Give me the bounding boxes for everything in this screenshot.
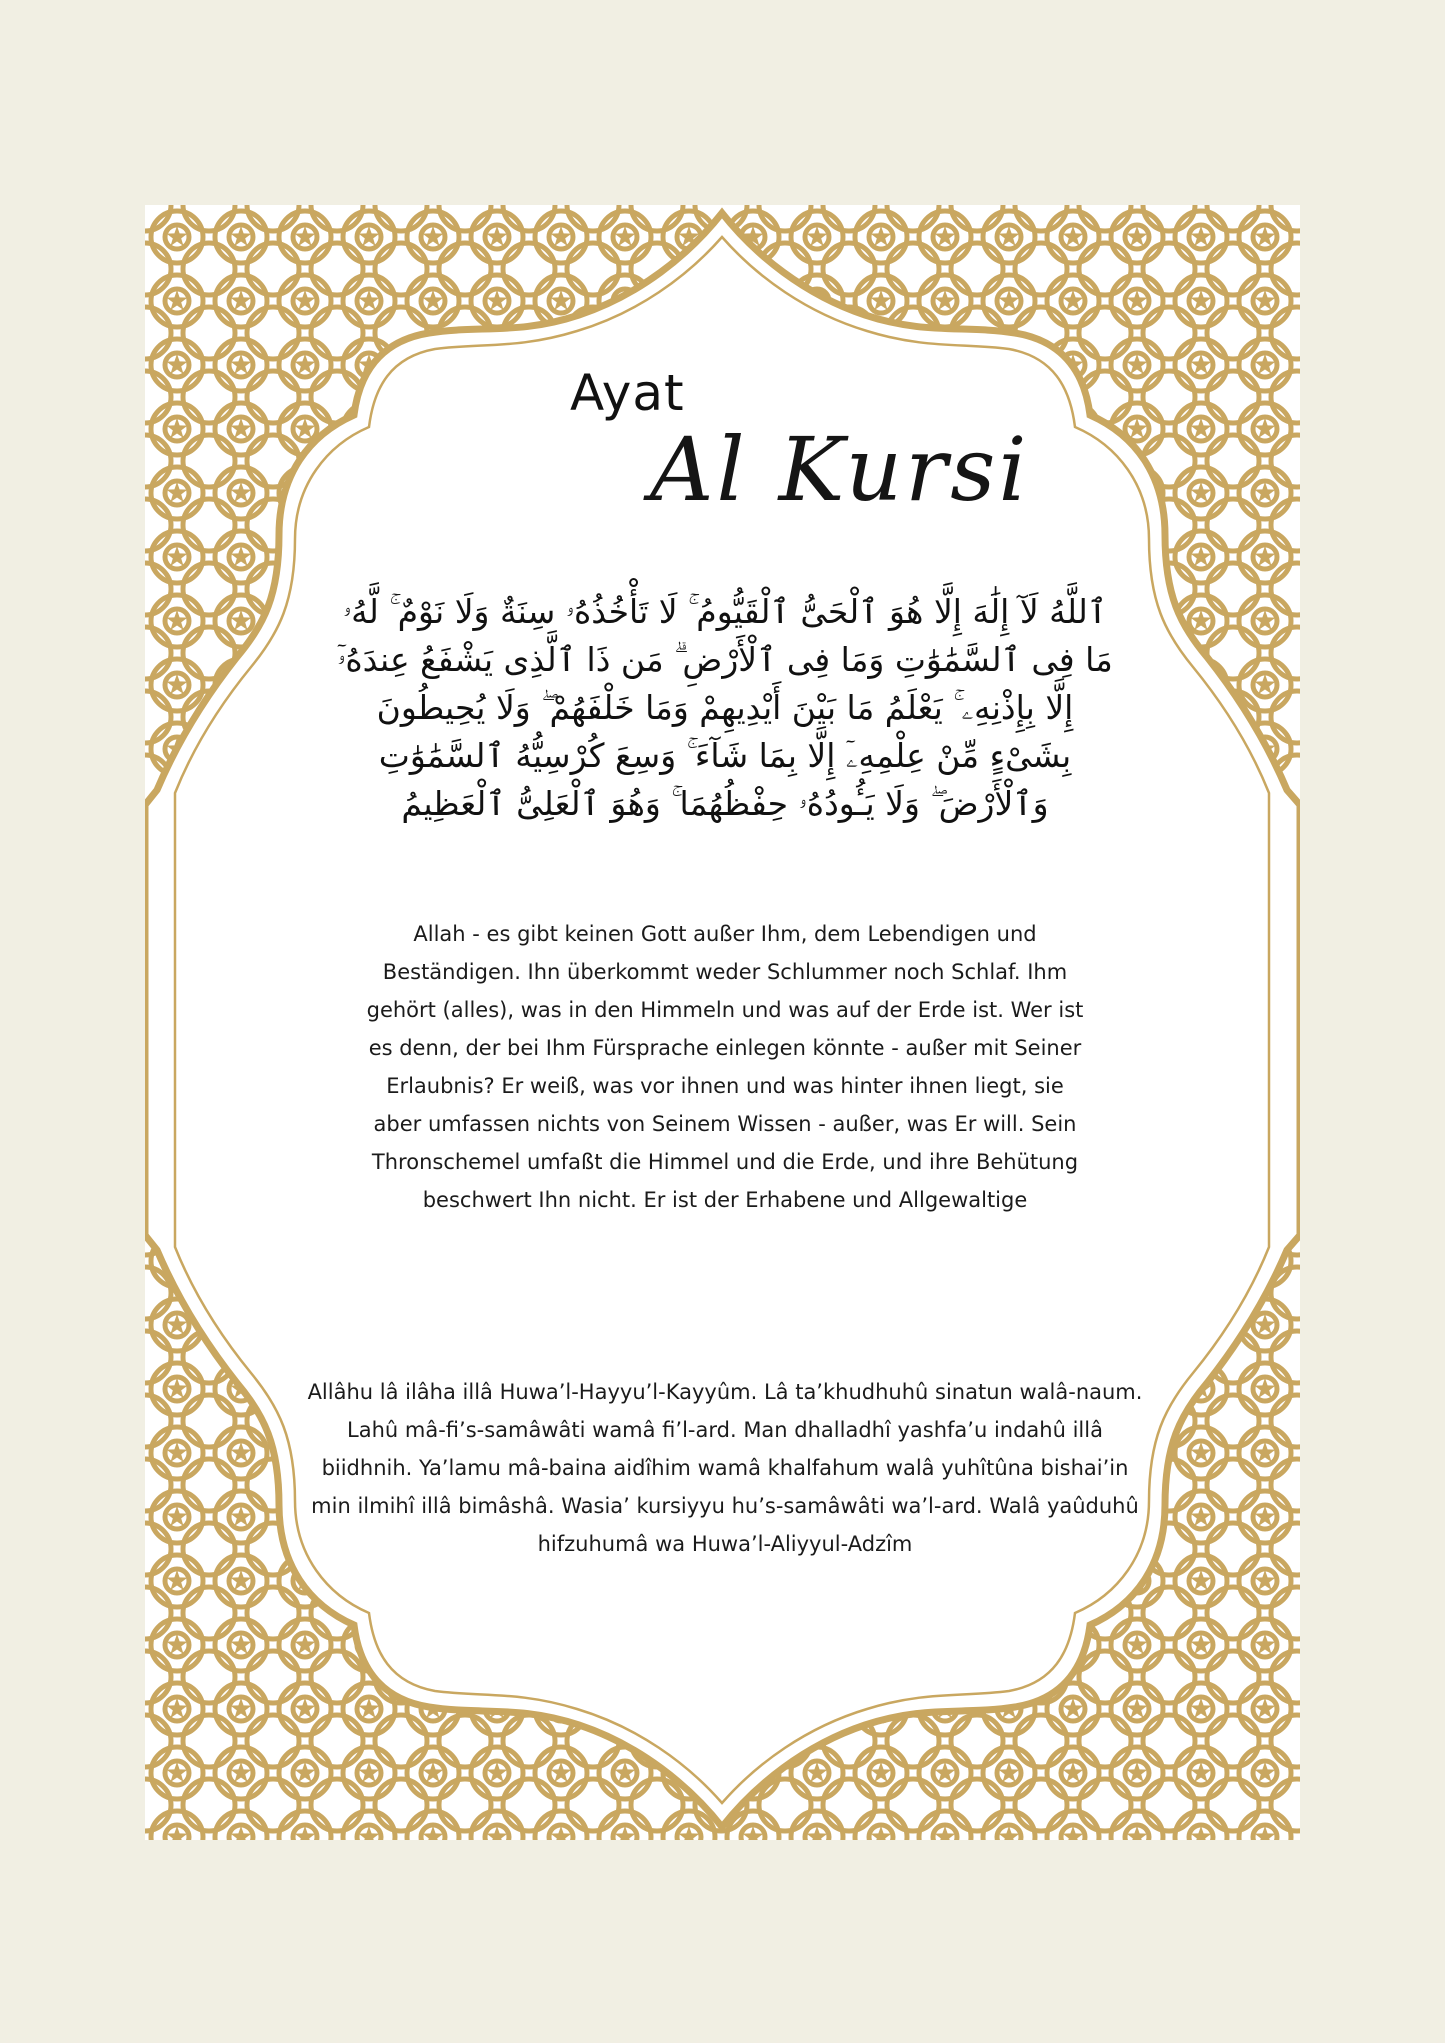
german-translation: Allah - es gibt keinen Gott außer Ihm, dem Lebendigen und Beständigen. Ihn überkommt weder Schlummer noch Schlaf. Ihm gehört (alles), was in den Himmeln und was auf der Erde ist. Wer ist es denn, der bei Ihm Fürsprache einlegen könnte - außer mit Seiner Erlaubnis? Er weiß, was vor ihnen und was hinter ihnen liegt, sie aber umfassen nichts von Seinem Wissen - außer, was Er will. Sein Thronschemel umfaßt die Himmel und die Erde, und ihre Behütung beschwert Ihn nicht. Er ist der Erhabene und Allgewaltige <box>366 922 1084 1212</box>
arabic-verse: ٱللَّهُ لَآ إِلَٰهَ إِلَّا هُوَ ٱلْحَىُّ ٱلْقَيُّومُ ۚ لَا تَأْخُذُهُۥ سِنَةٌ وَلَا نَوْمٌ ۚ لَّهُۥ مَا فِى ٱلسَّمَٰوَٰتِ وَمَا فِى ٱلْأَرْضِ ۗ مَن ذَا ٱلَّذِى يَشْفَعُ عِندَهُۥٓ إِلَّا بِإِذْنِهِۦ ۚ يَعْلَمُ مَا بَيْنَ أَيْدِيهِمْ وَمَا خَلْفَهُمْ ۖ وَلَا يُحِيطُونَ بِشَىْءٍ مِّنْ عِلْمِهِۦٓ إِلَّا بِمَا شَآءَ ۚ وَسِعَ كُرْسِيُّهُ ٱلسَّمَٰوَٰتِ وَٱلْأَرْضَ ۖ وَلَا يَـُٔودُهُۥ حِفْظُهُمَا ۚ وَهُوَ ٱلْعَلِىُّ ٱلْعَظِيمُ <box>337 592 1113 823</box>
title-ayat: Ayat <box>570 364 685 422</box>
poster-card <box>145 205 1300 1840</box>
title-al-kursi: Al Kursi <box>650 418 1030 521</box>
transliteration: Allâhu lâ ilâha illâ Huwa’l-Hayyu’l-Kayyûm. Lâ ta’khudhuhû sinatun walâ-naum. Lahû mâ-fi’s-samâwâti wamâ fi’l-ard. Man dhalladhî yashfa’u indahû illâ biidhnih. Ya’lamu mâ-baina aidîhim wamâ khalfahum walâ yuhîtûna bishai’in min ilmihî illâ bimâshâ. Wasia’ kursiyyu hu’s-samâwâti wa’l-ard. Walâ yaûduhû hifzuhumâ wa Huwa’l-Aliyyul-Adzîm <box>307 1380 1143 1556</box>
